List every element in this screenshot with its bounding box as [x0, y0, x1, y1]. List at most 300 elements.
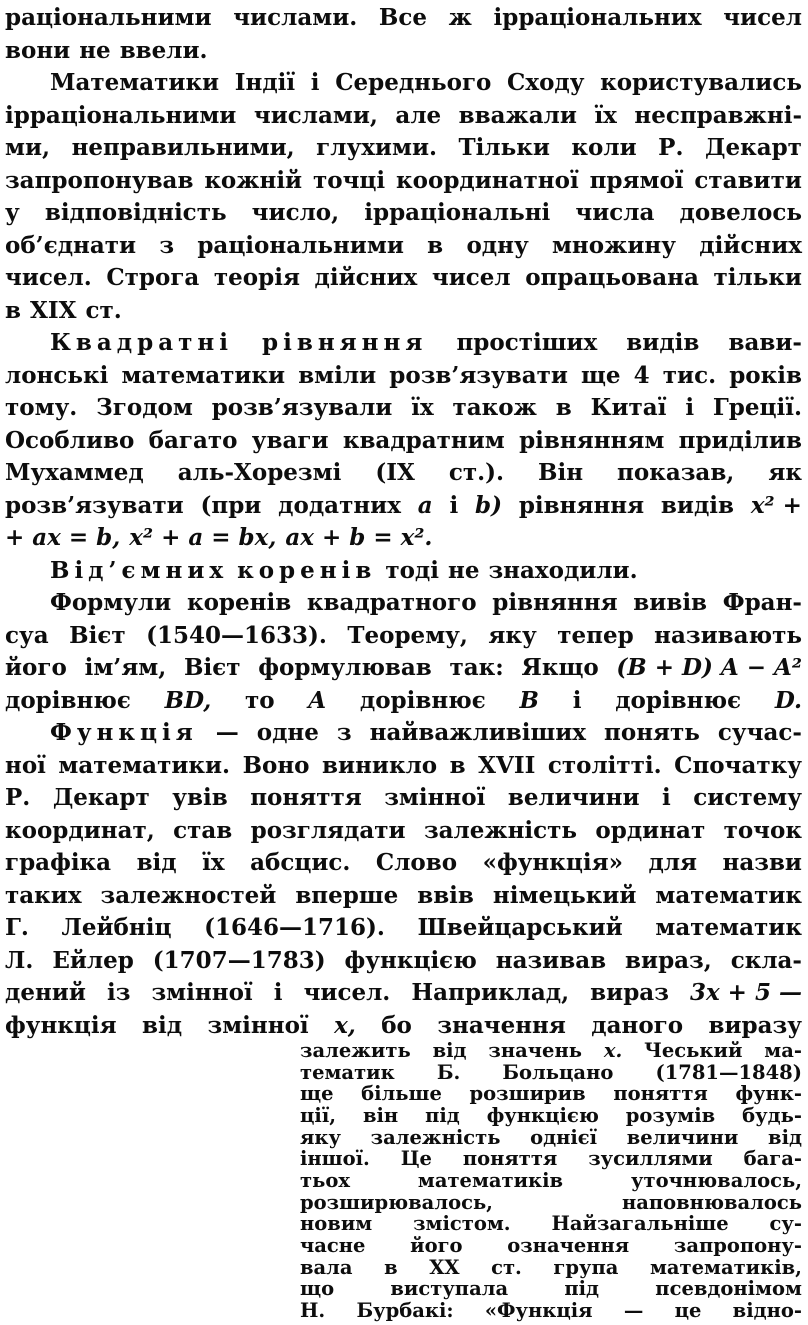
text-line: [300, 1040, 802, 1062]
text-line: [300, 1192, 802, 1214]
text-word: BD,: [164, 687, 212, 714]
text-word: тьох: [300, 1169, 350, 1192]
text-word: множину: [551, 232, 676, 259]
text-word: залежність: [423, 817, 578, 844]
text-word: бо: [381, 1012, 412, 1039]
text-word: для: [648, 849, 698, 876]
text-word: не: [79, 37, 111, 64]
text-word: понять: [604, 719, 700, 746]
text-line: [300, 1062, 802, 1084]
text-word: координат,: [5, 817, 155, 844]
text-word: скла-: [730, 947, 802, 974]
text-word: Р.: [658, 134, 684, 161]
text-line: [5, 1010, 802, 1042]
text-word: функцією: [486, 1104, 599, 1127]
text-word: формулював: [258, 654, 432, 681]
text-word: запропону-: [673, 1234, 802, 1257]
text-word: Якщо: [521, 654, 599, 681]
text-word: b): [475, 492, 502, 519]
text-word: від: [768, 1126, 802, 1149]
text-word: як: [768, 459, 802, 486]
text-word: дорівнює: [5, 687, 131, 714]
text-word: Вієт: [69, 622, 126, 649]
text-word: математики.: [58, 752, 231, 779]
text-line: [5, 230, 802, 262]
text-word: координатної: [396, 167, 579, 194]
text-word: (1707—1783): [152, 947, 326, 974]
text-word: рівнянням: [519, 427, 665, 454]
text-word: Швейцарський: [417, 914, 623, 941]
text-word: видів: [626, 329, 700, 356]
text-word: значень: [488, 1039, 582, 1062]
text-word: їх: [594, 102, 617, 129]
text-word: вираз,: [625, 947, 712, 974]
text-word: дійсних: [314, 264, 418, 291]
text-word: XX: [429, 1256, 460, 1279]
text-line: [5, 620, 802, 652]
text-word: означення: [507, 1234, 630, 1257]
text-word: столітті.: [547, 752, 662, 779]
text-word: ірраціональних: [493, 4, 702, 31]
text-word: уваги: [251, 427, 329, 454]
text-word: розширив: [469, 1082, 586, 1105]
text-word: і: [273, 979, 283, 1006]
text-word: величини: [626, 1126, 739, 1149]
text-word: D.: [774, 687, 802, 714]
text-word: Больцано: [502, 1061, 614, 1084]
text-word: рівняння: [262, 329, 428, 356]
text-word: це: [674, 1299, 702, 1322]
text-line: [5, 587, 802, 619]
text-line: [300, 1105, 802, 1127]
text-word: чисел: [723, 4, 802, 31]
text-word: 4: [633, 362, 650, 389]
text-word: ма-: [764, 1039, 802, 1062]
text-word: що: [300, 1277, 335, 1300]
text-word: Г.: [5, 914, 29, 941]
text-word: вміли: [298, 362, 377, 389]
text-word: рівняння: [492, 589, 618, 616]
text-word: коренів: [237, 557, 377, 584]
text-line: [5, 685, 802, 717]
text-word: група: [553, 1256, 619, 1279]
text-line: [5, 555, 802, 587]
text-word: Китаї: [590, 394, 667, 421]
text-word: квадратного: [306, 589, 477, 616]
text-word: простіших: [456, 329, 598, 356]
text-word: Індії: [234, 69, 296, 96]
text-word: Функція: [50, 719, 198, 746]
text-word: вони: [5, 37, 71, 64]
text-word: XIX: [29, 297, 77, 324]
text-word: таких: [5, 882, 82, 909]
text-word: і: [449, 492, 459, 519]
text-word: 3x + 5 —: [689, 979, 802, 1006]
text-word: кожній: [204, 167, 303, 194]
text-line: [5, 750, 802, 782]
text-line: [300, 1148, 802, 1170]
text-word: показав,: [617, 459, 735, 486]
text-line: [300, 1083, 802, 1105]
text-word: виразу: [708, 1012, 802, 1039]
text-word: Тільки: [458, 134, 550, 161]
text-line: [300, 1235, 802, 1257]
text-word: із: [107, 979, 131, 1006]
text-word: (B + D) A − A²: [616, 654, 802, 681]
text-word: ірраціональними: [5, 102, 237, 129]
text-word: Л.: [5, 947, 34, 974]
text-word: від: [432, 1039, 467, 1062]
text-word: в: [384, 1256, 398, 1279]
text-word: вперше: [295, 882, 399, 909]
text-word: математики: [121, 362, 286, 389]
text-word: його: [410, 1234, 463, 1257]
text-word: і: [685, 394, 695, 421]
text-word: Ейлер: [52, 947, 134, 974]
text-word: + ax = b,: [5, 524, 121, 551]
text-word: Декарт: [705, 134, 802, 161]
text-word: Особливо: [5, 427, 135, 454]
text-word: ної: [5, 752, 46, 779]
text-word: Греції.: [712, 394, 802, 421]
text-word: Мухаммед: [5, 459, 144, 486]
text-word: змінної: [384, 784, 486, 811]
text-word: Н.: [300, 1299, 326, 1322]
text-word: наповнювалось: [621, 1191, 802, 1214]
text-word: одне: [256, 719, 319, 746]
text-word: Бурбакі:: [356, 1299, 454, 1322]
text-word: видів: [660, 492, 735, 519]
text-word: Формули: [50, 589, 172, 616]
text-word: часне: [300, 1234, 366, 1257]
text-word: від: [136, 849, 177, 876]
text-word: залежність: [370, 1126, 501, 1149]
text-word: ім’ям,: [84, 654, 167, 681]
text-word: Згодом: [96, 394, 193, 421]
text-line: [5, 35, 802, 67]
text-word: з: [159, 232, 175, 259]
text-word: значення: [437, 1012, 566, 1039]
text-word: ції,: [300, 1104, 337, 1127]
text-line: [300, 1213, 802, 1235]
text-word: змістом.: [413, 1212, 511, 1235]
text-word: теорія: [213, 264, 300, 291]
text-word: увів: [172, 784, 228, 811]
text-word: число,: [251, 199, 340, 226]
text-line: [5, 945, 802, 977]
text-word: точці: [313, 167, 386, 194]
text-line: [5, 197, 802, 229]
text-word: дорівнює: [615, 687, 742, 714]
text-line: [5, 717, 802, 749]
text-word: ввів: [417, 882, 474, 909]
text-word: відповідність: [44, 199, 227, 226]
text-word: залежить: [300, 1039, 411, 1062]
text-word: розв’язувати: [389, 362, 568, 389]
text-word: (1781—1848): [655, 1061, 802, 1084]
text-word: називають: [654, 622, 802, 649]
text-word: яку: [300, 1126, 341, 1149]
text-word: поняття: [462, 1147, 558, 1170]
text-line: [5, 977, 802, 1009]
text-word: псевдонімом: [655, 1277, 802, 1300]
text-line: [5, 100, 802, 132]
text-word: не: [448, 557, 480, 584]
text-word: дений: [5, 979, 86, 1006]
text-word: Вієт: [184, 654, 241, 681]
text-word: років: [729, 362, 802, 389]
text-word: глухими.: [316, 134, 438, 161]
text-word: Чеський: [644, 1039, 743, 1062]
text-word: ще: [300, 1082, 334, 1105]
text-word: рівняння: [518, 492, 645, 519]
text-word: графіка: [5, 849, 112, 876]
text-word: ст.: [85, 297, 122, 324]
text-word: знаходили.: [488, 557, 638, 584]
text-word: запропонував: [5, 167, 194, 194]
text-word: Він: [538, 459, 584, 486]
text-word: x² + a = bx,: [129, 524, 277, 551]
text-word: (1646—1716).: [204, 914, 385, 941]
text-line: [5, 392, 802, 424]
text-word: (IX: [375, 459, 415, 486]
text-word: під: [564, 1277, 600, 1300]
text-word: вважали: [458, 102, 577, 129]
text-word: Все: [378, 4, 427, 31]
text-word: XVII: [478, 752, 536, 779]
text-word: величини: [507, 784, 640, 811]
text-word: несправжні-: [634, 102, 802, 129]
text-word: ж: [448, 4, 472, 31]
text-word: дорівнює: [359, 687, 486, 714]
text-word: Це: [400, 1147, 432, 1170]
text-line: [5, 132, 802, 164]
text-word: тому.: [5, 394, 78, 421]
text-line: [5, 2, 802, 34]
text-word: розглядати: [250, 817, 406, 844]
text-word: уточнювалось,: [631, 1169, 802, 1192]
text-word: приділив: [678, 427, 802, 454]
text-word: розширювалось,: [300, 1191, 493, 1214]
text-word: точок: [723, 817, 802, 844]
text-word: чисел.: [5, 264, 92, 291]
text-word: найважливіших: [369, 719, 586, 746]
text-word: Фран-: [722, 589, 802, 616]
text-word: x,: [334, 1012, 356, 1039]
text-word: математик: [655, 882, 802, 909]
text-line: [5, 425, 802, 457]
text-word: зусиллями: [588, 1147, 713, 1170]
text-word: назви: [722, 849, 802, 876]
text-line: [5, 165, 802, 197]
text-word: Лейбніц: [61, 914, 172, 941]
text-word: його: [5, 654, 67, 681]
text-word: також: [452, 394, 537, 421]
text-word: ставити: [694, 167, 802, 194]
text-word: відно-: [732, 1299, 802, 1322]
text-line: [5, 652, 802, 684]
text-word: A: [308, 687, 327, 714]
text-word: виступала: [390, 1277, 509, 1300]
text-word: (при: [200, 492, 262, 519]
text-line: [5, 262, 802, 294]
text-word: функ-: [735, 1082, 802, 1105]
text-word: ввели.: [119, 37, 208, 64]
text-line: [5, 880, 802, 912]
text-word: математик: [655, 914, 802, 941]
text-word: тис.: [662, 362, 717, 389]
text-word: Математики: [50, 69, 220, 96]
text-word: Р.: [5, 784, 31, 811]
text-word: так:: [449, 654, 504, 681]
text-word: розв’язувати: [5, 492, 184, 519]
text-word: в: [5, 297, 21, 324]
text-word: x² +: [750, 492, 802, 519]
text-line: [300, 1278, 802, 1300]
text-word: Декарт: [52, 784, 150, 811]
text-word: Теорему,: [347, 622, 468, 649]
text-word: іншої.: [300, 1147, 370, 1170]
text-word: вираз: [590, 979, 669, 1006]
text-word: їх: [202, 849, 225, 876]
text-word: і: [662, 784, 671, 811]
text-word: (1540—1633).: [146, 622, 327, 649]
text-word: сучас-: [717, 719, 802, 746]
text-word: ax + b = x².: [285, 524, 433, 551]
text-word: неправильними,: [71, 134, 295, 161]
text-word: розв’язували: [211, 394, 393, 421]
text-word: Найзагальніше: [551, 1212, 729, 1235]
text-word: Б.: [436, 1061, 461, 1084]
text-word: аль-Хорезмі: [177, 459, 342, 486]
text-word: ми,: [5, 134, 51, 161]
text-word: Строга: [106, 264, 200, 291]
text-word: Квадратні: [50, 329, 233, 356]
text-line: [300, 1257, 802, 1279]
text-word: але: [395, 102, 442, 129]
text-word: a: [417, 492, 433, 519]
text-word: ординат: [595, 817, 706, 844]
text-line: [5, 782, 802, 814]
text-word: ірраціональні: [364, 199, 551, 226]
text-word: B: [519, 687, 539, 714]
text-word: Середнього: [335, 69, 492, 96]
text-word: «функція»: [482, 849, 623, 876]
text-word: і: [310, 69, 320, 96]
text-word: числа: [575, 199, 655, 226]
text-line: [5, 67, 802, 99]
text-word: виникло: [322, 752, 438, 779]
text-word: прямої: [589, 167, 684, 194]
text-word: поняття: [250, 784, 362, 811]
text-word: квадратним: [342, 427, 505, 454]
text-word: тематик: [300, 1061, 395, 1084]
text-word: вивів: [633, 589, 708, 616]
text-word: —: [215, 719, 239, 746]
text-word: тепер: [557, 622, 634, 649]
text-word: став: [173, 817, 233, 844]
text-line: [300, 1127, 802, 1149]
text-word: коли: [571, 134, 637, 161]
text-word: даного: [591, 1012, 684, 1039]
text-word: ст.: [491, 1256, 522, 1279]
text-word: абсцис.: [250, 849, 351, 876]
text-word: їх: [411, 394, 434, 421]
text-word: німецький: [492, 882, 637, 909]
text-line: [300, 1300, 802, 1322]
text-word: Спочатку: [674, 752, 802, 779]
text-word: «Функція: [484, 1299, 593, 1322]
text-word: розумів: [625, 1104, 716, 1127]
text-line: [300, 1170, 802, 1192]
text-word: довелось: [679, 199, 802, 226]
text-line: [5, 360, 802, 392]
text-word: чисел: [431, 264, 511, 291]
text-word: то: [244, 687, 275, 714]
text-word: з: [336, 719, 352, 746]
text-word: вави-: [728, 329, 802, 356]
text-word: Наприклад,: [411, 979, 570, 1006]
text-word: функцією: [344, 947, 477, 974]
text-word: функція: [5, 1012, 117, 1039]
text-word: тоді: [385, 557, 439, 584]
text-word: поняття: [613, 1082, 708, 1105]
text-line: [5, 912, 802, 944]
text-word: —: [623, 1299, 644, 1322]
text-word: яку: [488, 622, 537, 649]
text-word: більше: [361, 1082, 442, 1105]
text-word: Воно: [242, 752, 310, 779]
text-word: однієї: [530, 1126, 598, 1149]
text-word: залежностей: [100, 882, 277, 909]
text-line: [5, 457, 802, 489]
text-word: в: [449, 752, 466, 779]
text-word: Слово: [375, 849, 458, 876]
text-word: вала: [300, 1256, 353, 1279]
text-word: називав: [495, 947, 607, 974]
text-word: математиків: [417, 1169, 564, 1192]
text-word: ст.).: [448, 459, 504, 486]
text-word: об’єднати: [5, 232, 137, 259]
text-word: числами,: [253, 102, 378, 129]
text-word: змінної: [207, 1012, 309, 1039]
text-word: додатних: [278, 492, 401, 519]
text-word: систему: [693, 784, 802, 811]
text-word: бага-: [743, 1147, 802, 1170]
text-word: чисел.: [303, 979, 391, 1006]
text-word: в: [555, 394, 572, 421]
text-word: він: [362, 1104, 399, 1127]
text-word: ще: [581, 362, 621, 389]
text-word: в: [427, 232, 444, 259]
text-word: будь-: [742, 1104, 802, 1127]
text-word: числами.: [233, 4, 358, 31]
text-word: новим: [300, 1212, 373, 1235]
text-word: і: [572, 687, 582, 714]
text-word: Сходу: [507, 69, 585, 96]
text-word: раціональними: [197, 232, 404, 259]
text-word: від: [142, 1012, 183, 1039]
text-word: одну: [466, 232, 529, 259]
text-word: користувались: [600, 69, 802, 96]
text-line: [5, 847, 802, 879]
text-word: су-: [769, 1212, 802, 1235]
text-line: [5, 327, 802, 359]
text-word: опрацьована: [525, 264, 699, 291]
text-word: x.: [603, 1039, 623, 1062]
text-word: тільки: [713, 264, 802, 291]
text-word: дійсних: [699, 232, 802, 259]
